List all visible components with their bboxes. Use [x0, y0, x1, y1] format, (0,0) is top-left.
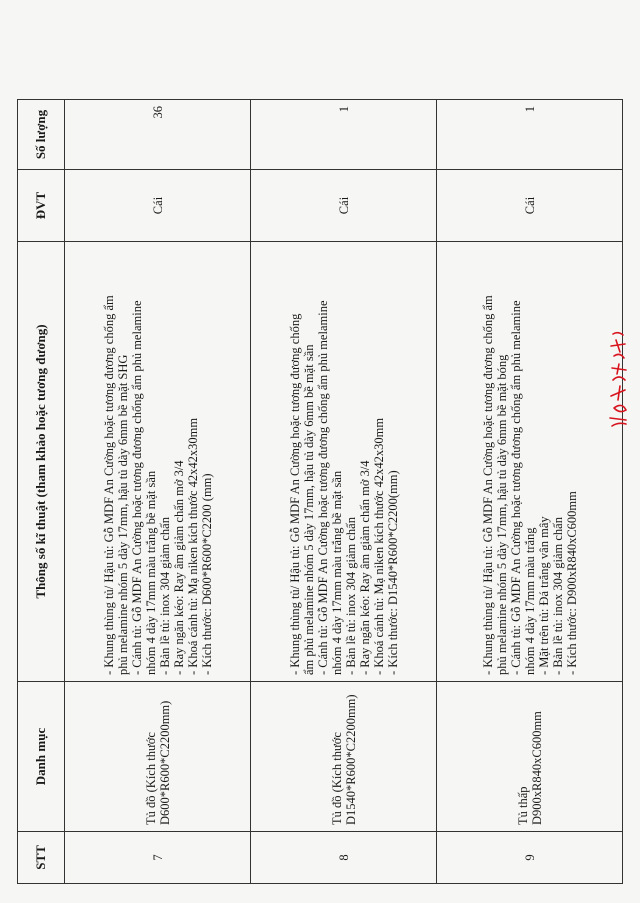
header-stt: STT — [18, 832, 65, 884]
spec-line: - Cánh tủ: Gỗ MDF An Cường hoặc tương đương chống ẩm phủ melamine — [508, 300, 523, 675]
header-category: Danh mục — [18, 682, 65, 832]
spec-line: ẩm phủ melamine nhóm 5 dày 17mm, hậu tủ dày 6mm bề mặt sần — [301, 344, 316, 675]
spec-line: - Cánh tủ: Gỗ MDF An Cường hoặc tương đương chống ẩm phủ melamine — [315, 300, 330, 675]
spec-line: nhóm 4 dày 17mm màu trắng bề mặt sần — [143, 470, 158, 675]
row-stt: 8 — [251, 832, 437, 884]
spec-line: - Khung thùng tủ/ Hậu tủ: Gỗ MDF An Cường hoặc tương đương chống — [287, 313, 302, 675]
row-unit: Cái — [65, 170, 251, 242]
spec-line: nhóm 4 dày 17mm màu trắng — [522, 527, 537, 675]
spec-table — [17, 99, 623, 884]
spec-line: - Bản lề tủ: inox 304 giảm chấn — [550, 517, 565, 675]
row-category — [437, 682, 623, 832]
row-category — [251, 682, 437, 832]
row-stt: 7 — [65, 832, 251, 884]
category-line: Tủ đồ (Kích thước — [329, 732, 344, 825]
spec-line: - Ray ngăn kéo: Ray âm giảm chấn mở 3/4 — [171, 460, 186, 675]
table-header-row — [18, 100, 65, 884]
spec-line: nhóm 4 dày 17mm màu trắng bề mặt sần — [329, 470, 344, 675]
spec-line: - Bản lề tủ: inox 304 giảm chấn — [343, 517, 358, 675]
spec-line: - Khoá cánh tủ: Mạ niken kích thước 42x42x30mm — [185, 417, 200, 675]
category-line: Tủ thấp — [515, 786, 530, 825]
table-row — [251, 100, 437, 884]
rotated-table-wrapper — [17, 100, 619, 884]
spec-line: phủ melamine nhóm 5 dày 17mm, hậu tủ dày 6mm bề mặt bóng — [494, 354, 509, 675]
row-stt: 9 — [437, 832, 623, 884]
row-spec — [437, 242, 623, 682]
handwritten-mark — [604, 328, 634, 438]
table-row — [437, 100, 623, 884]
spec-line: phủ melamine nhóm 5 dày 17mm, hậu tủ dày 6mm bề mặt SHG — [115, 354, 130, 675]
row-qty: 1 — [437, 100, 623, 170]
header-unit: ĐVT — [18, 170, 65, 242]
header-spec: Thông số kĩ thuật (tham khảo hoặc tương đương) — [18, 242, 65, 682]
row-category — [65, 682, 251, 832]
spec-line: - Cánh tủ: Gỗ MDF An Cường hoặc tương đương chống ẩm phủ melamine — [129, 300, 144, 675]
category-line: D900xR840xC600mm — [529, 711, 544, 825]
spec-line: - Mặt trên tủ: Đá trắng vân mây — [536, 516, 551, 675]
category-line: D1540*R600*C2200mm) — [343, 694, 358, 825]
spec-line: - Kích thước: D600*R600*C2200 (mm) — [199, 473, 214, 675]
row-spec — [251, 242, 437, 682]
row-qty: 36 — [65, 100, 251, 170]
spec-line: - Khung thùng tủ/ Hậu tủ: Gỗ MDF An Cường hoặc tương đương chống ẩm — [101, 295, 116, 675]
spec-line: - Kích thước: D1540*R600*C2200(mm) — [385, 470, 400, 675]
row-spec — [65, 242, 251, 682]
category-line: Tủ đồ (Kích thước — [143, 732, 158, 825]
spec-line: - Bản lề tủ: inox 304 giảm chấn — [157, 517, 172, 675]
spec-line: - Kích thước: D900xR840xC600mm — [564, 491, 579, 675]
table-row — [65, 100, 251, 884]
spec-line: - Ray ngăn kéo: Ray âm giảm chấn mở 3/4 — [357, 460, 372, 675]
spec-line: - Khung thùng tủ/ Hậu tủ: Gỗ MDF An Cường hoặc tương đương chống ẩm — [480, 295, 495, 675]
row-unit: Cái — [251, 170, 437, 242]
spec-line: - Khoá cánh tủ: Mạ niken kích thước 42x42x30mm — [371, 417, 386, 675]
row-qty: 1 — [251, 100, 437, 170]
category-line: D600*R600*C2200mm) — [157, 700, 172, 825]
header-qty: Số lượng — [18, 100, 65, 170]
row-unit: Cái — [437, 170, 623, 242]
